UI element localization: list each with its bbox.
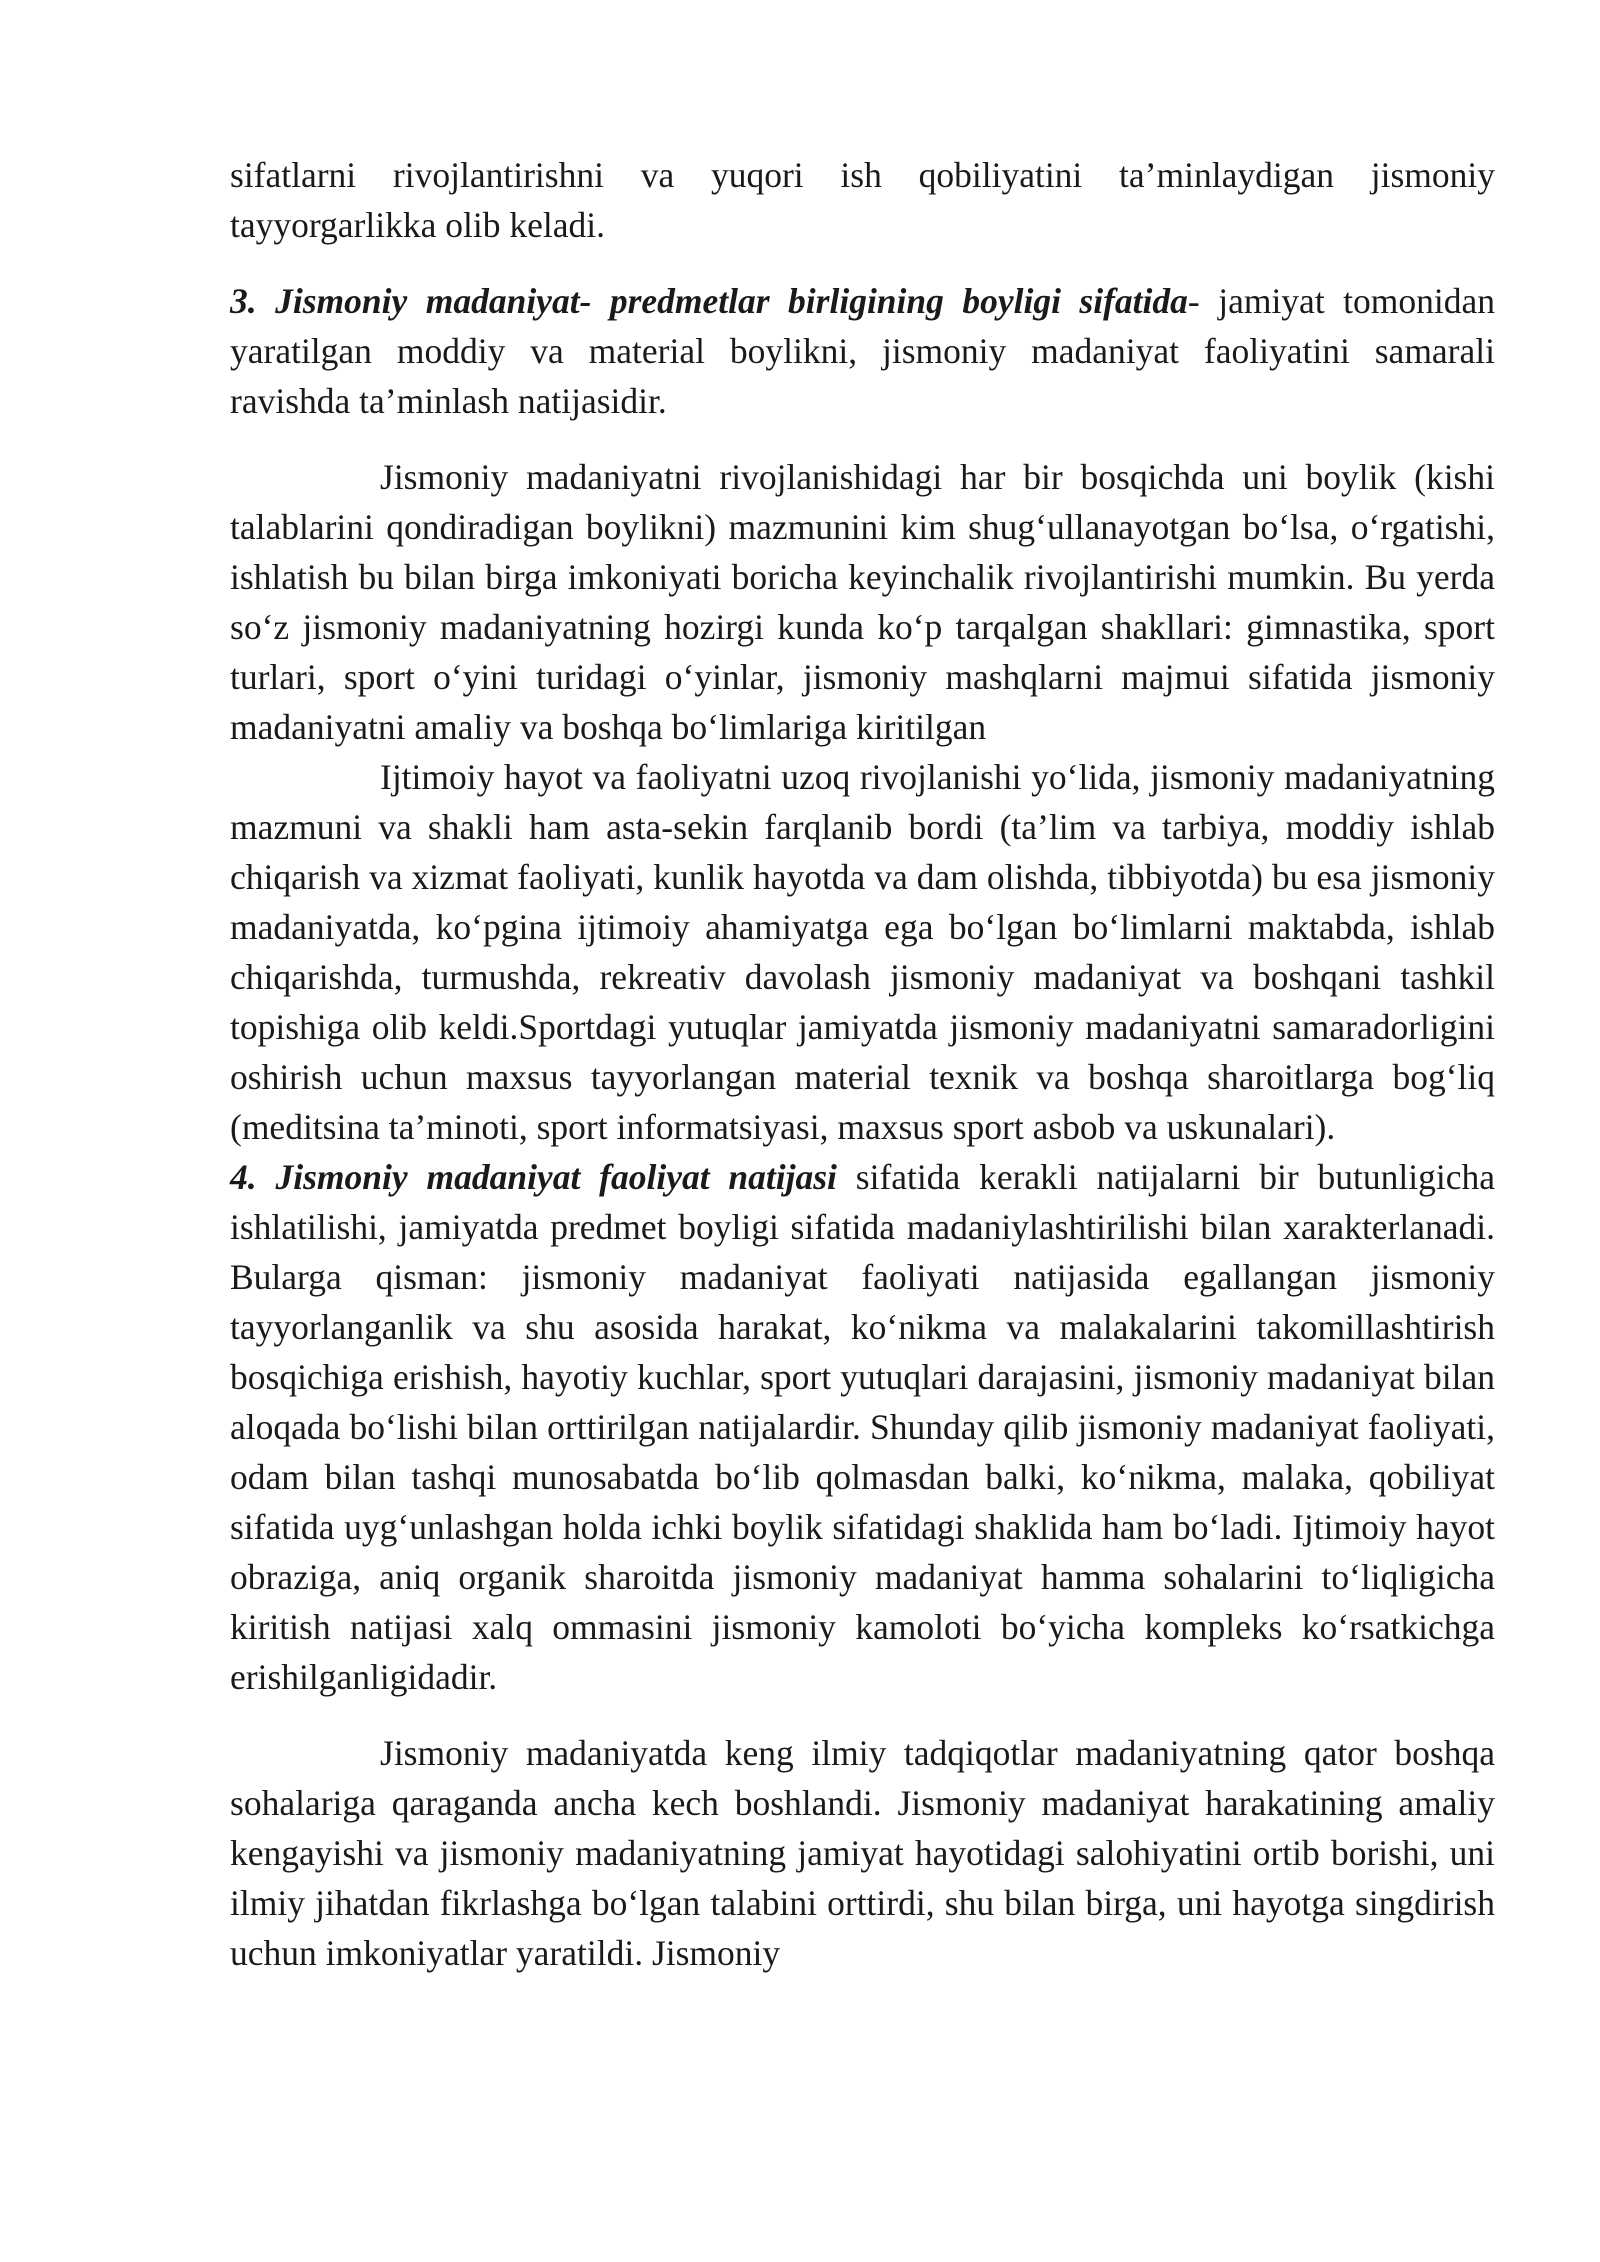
paragraph-5 bbox=[230, 1152, 1495, 1702]
paragraph-4: Ijtimoiy hayot va faoliyatni uzoq rivojlanishi yo‘lida, jismoniy madaniyatning mazmuni va shakli ham asta-sekin farqlanib bordi (ta’lim va tarbiya, moddiy ishlab chiqarish va xizmat faoliyati, kunlik hayotda va dam olishda, tibbiyotda) bu esa jismoniy madaniyatda, ko‘pgina ijtimoiy ahamiyatga ega bo‘lgan bo‘limlarni maktabda, ishlab chiqarishda, turmushda, rekreativ davolash jismoniy madaniyat va boshqani tashkil topishiga olib keldi.Sportdagi yutuqlar jamiyatda jismoniy madaniyatni samaradorligini oshirish uchun maxsus tayyorlangan material texnik va boshqa sharoitlarga bog‘liq (meditsina ta’minoti, sport informatsiyasi, maxsus sport asbob va uskunalari). bbox=[230, 757, 1495, 1147]
section-4-text: sifatida kerakli natijalarni bir butunligicha ishlatilishi, jamiyatda predmet boyligi sifatida madaniylashtirilishi bilan xarakterlanadi. Bularga qisman: jismoniy madaniyat faoliyati natijasida egallangan jismoniy tayyorlanganlik va shu asosida harakat, ko‘nikma va malakalarini takomillashtirish bosqichiga erishish, hayotiy kuchlar, sport yutuqlari darajasini, jismoniy madaniyat bilan aloqada bo‘lishi bilan orttirilgan natijalardir. Shunday qilib jismoniy madaniyat faoliyati, odam bilan tashqi munosabatda bo‘lib qolmasdan balki, ko‘nikma, malaka, qobiliyat sifatida uyg‘unlashgan holda ichki boylik sifatidagi shaklida ham bo‘ladi. Ijtimoiy hayot obraziga, aniq organik sharoitda jismoniy madaniyat hamma sohalarini to‘liqligicha kiritish natijasi xalq ommasini jismoniy kamoloti bo‘yicha kompleks ko‘rsatkichga erishilganligidadir. bbox=[230, 1157, 1495, 1697]
section-4-heading: 4. Jismoniy madaniyat faoliyat natijasi bbox=[230, 1157, 837, 1197]
paragraph-2 bbox=[230, 276, 1495, 426]
document-page bbox=[230, 150, 1495, 1978]
paragraph-6: Jismoniy madaniyatda keng ilmiy tadqiqotlar madaniyatning qator boshqa sohalariga qaraganda ancha kech boshlandi. Jismoniy madaniyat harakatining amaliy kengayishi va jismoniy madaniyatning jamiyat hayotidagi salohiyatini ortib borishi, uni ilmiy jihatdan fikrlashga bo‘lgan talabini orttirdi, shu bilan birga, uni hayotga singdirish uchun imkoniyatlar yaratildi. Jismoniy bbox=[230, 1733, 1495, 1973]
paragraph-1: sifatlarni rivojlantirishni va yuqori ish qobiliyatini ta’minlaydigan jismoniy tayyorgarlikka olib keladi. bbox=[230, 155, 1495, 245]
section-3-text: - jamiyat tomonidan yaratilgan moddiy va material boylikni, jismoniy madaniyat faoliyatini samarali ravishda ta’minlash natijasidir. bbox=[230, 281, 1495, 421]
section-3-heading: 3. Jismoniy madaniyat- predmetlar birligining boyligi sifatida bbox=[230, 281, 1188, 321]
paragraph-3: Jismoniy madaniyatni rivojlanishidagi har bir bosqichda uni boylik (kishi talablarini qondiradigan boylikni) mazmunini kim shug‘ullanayotgan bo‘lsa, o‘rgatishi, ishlatish bu bilan birga imkoniyati boricha keyinchalik rivojlantirishi mumkin. Bu yerda so‘z jismoniy madaniyatning hozirgi kunda ko‘p tarqalgan shakllari: gimnastika, sport turlari, sport o‘yini turidagi o‘yinlar, jismoniy mashqlarni majmui sifatida jismoniy madaniyatni amaliy va boshqa bo‘limlariga kiritilgan bbox=[230, 457, 1495, 747]
